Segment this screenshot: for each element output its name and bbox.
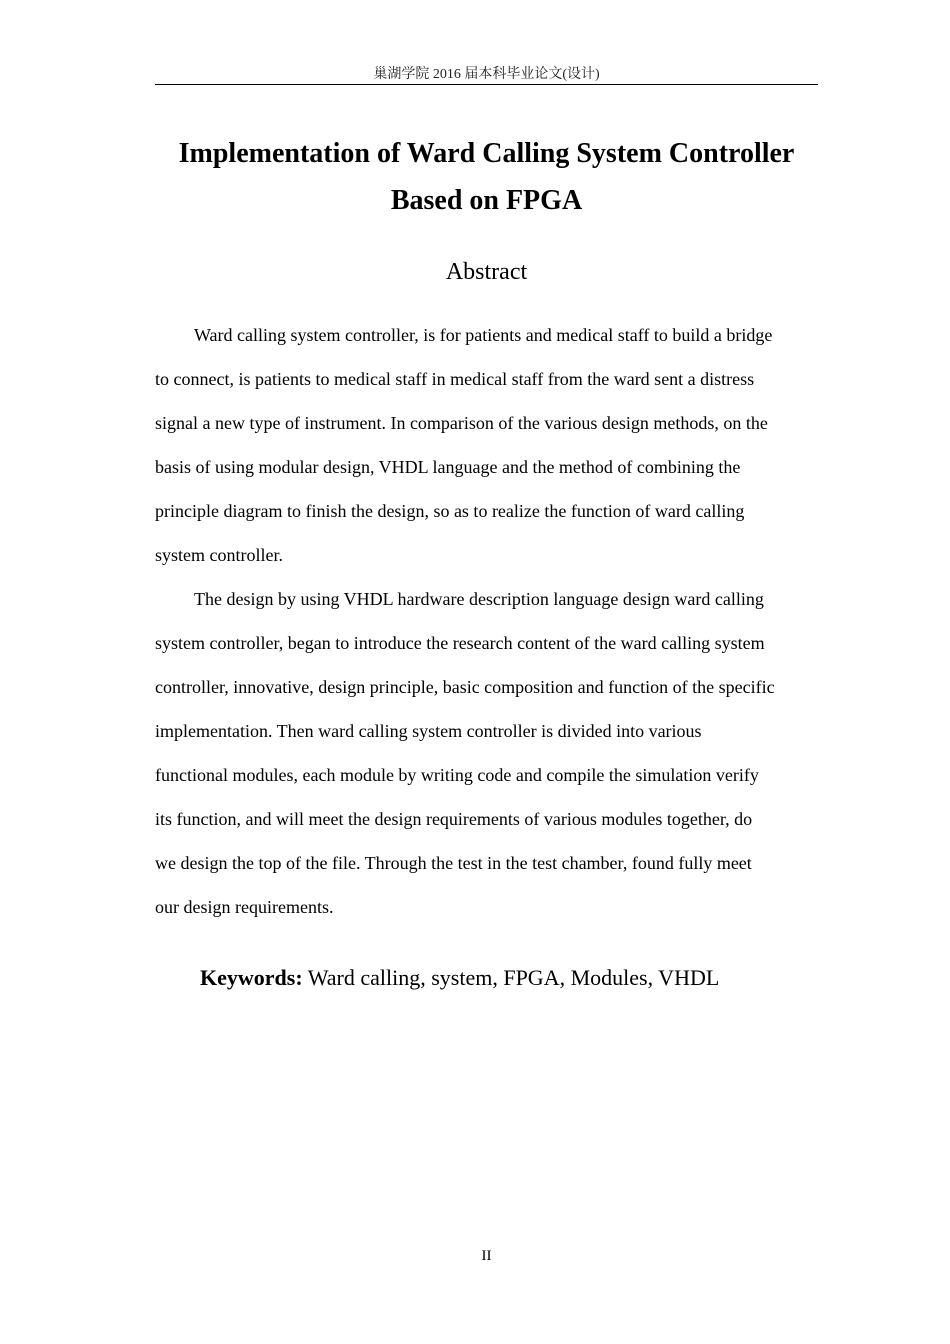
paper-title-line: Based on FPGA [390, 185, 583, 216]
abstract-line: system controller, began to introduce the research content of the ward calling system [155, 633, 765, 653]
abstract-line: we design the top of the file. Through the test in the test chamber, found fully meet [155, 853, 752, 873]
abstract-line: Ward calling system controller, is for patients and medical staff to build a bridge [194, 325, 773, 345]
abstract-line: The design by using VHDL hardware description language design ward calling [194, 589, 764, 609]
abstract-line: controller, innovative, design principle, basic composition and function of the specific [155, 677, 775, 697]
keywords [200, 962, 820, 994]
abstract-line: its function, and will meet the design requirements of various modules together, do [155, 809, 753, 829]
abstract-heading: Abstract [445, 259, 528, 285]
abstract-line: to connect, is patients to medical staff in medical staff from the ward sent a distress [155, 369, 755, 389]
keywords-label: Keywords: [200, 965, 303, 990]
abstract-line: signal a new type of instrument. In comparison of the various design methods, on the [155, 413, 768, 433]
running-header: 巢湖学院 2016 届本科毕业论文(设计) [155, 66, 818, 85]
paper-title [120, 130, 853, 224]
abstract-line: our design requirements. [155, 897, 334, 917]
paper-title-line: Implementation of Ward Calling System Controller [178, 138, 795, 169]
abstract-line: basis of using modular design, VHDL language and the method of combining the [155, 457, 741, 477]
keywords-text: Ward calling, system, FPGA, Modules, VHDL [302, 965, 720, 990]
abstract-line: principle diagram to finish the design, so as to realize the function of ward calling [155, 501, 745, 521]
abstract-line: functional modules, each module by writing code and compile the simulation verify [155, 765, 759, 785]
abstract-line: implementation. Then ward calling system controller is divided into various [155, 721, 702, 741]
abstract-line: system controller. [155, 545, 283, 565]
abstract-body [155, 313, 818, 929]
page-number: II [481, 1248, 492, 1264]
